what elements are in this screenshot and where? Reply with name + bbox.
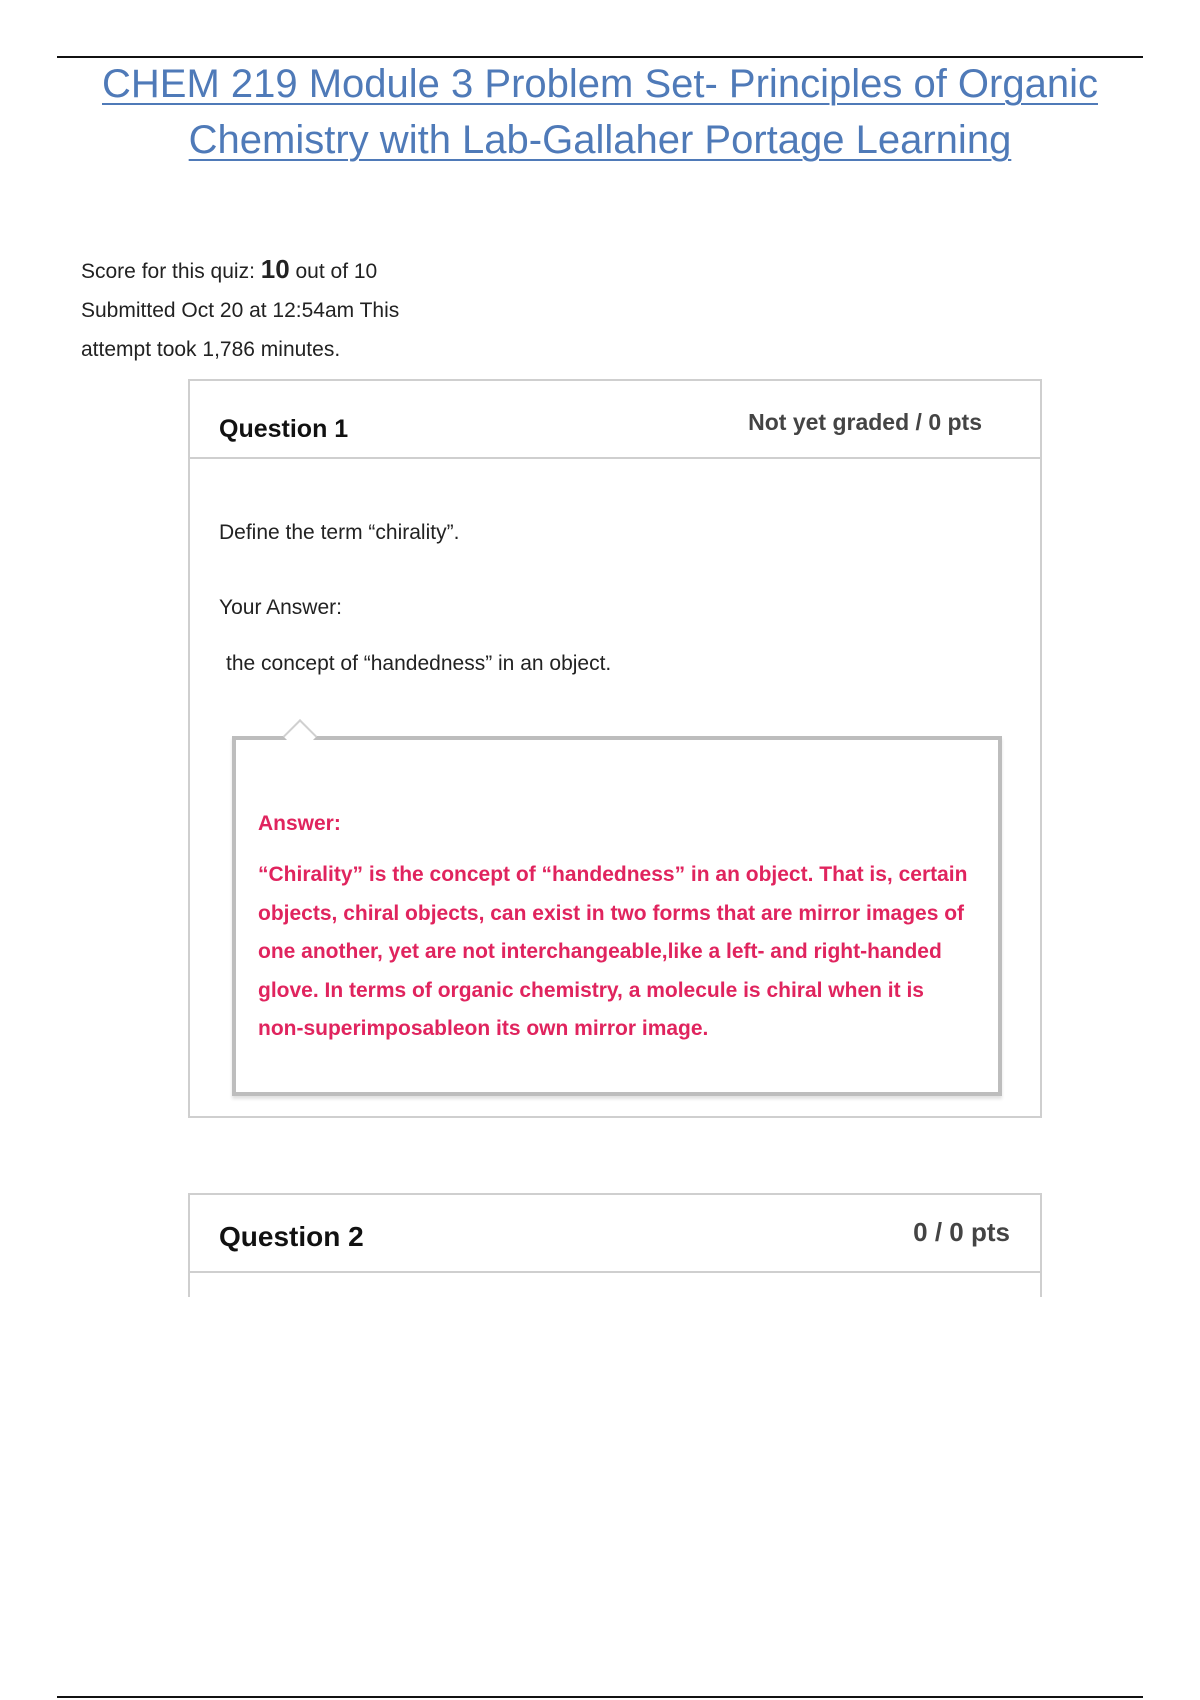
score-value: 10 bbox=[260, 254, 290, 284]
answer-line: glove. In terms of organic chemistry, a molecule is chiral when it is bbox=[258, 978, 924, 1002]
question-card-2 bbox=[188, 1193, 1042, 1297]
score-suffix: out of 10 bbox=[289, 260, 378, 283]
document-title-line-1[interactable]: CHEM 219 Module 3 Problem Set- Principles of Organic bbox=[102, 62, 1098, 106]
correct-answer-text bbox=[258, 856, 978, 1049]
document-title-link[interactable] bbox=[60, 56, 1140, 168]
question-title-1: Question 1 bbox=[219, 415, 349, 443]
your-answer-label: Your Answer: bbox=[219, 596, 342, 619]
correct-answer-box bbox=[232, 736, 1002, 1096]
question-header-1 bbox=[190, 381, 1040, 459]
question-card-1 bbox=[188, 379, 1042, 1118]
document-title-line-2[interactable]: Chemistry with Lab-Gallaher Portage Learning bbox=[188, 118, 1012, 162]
score-prefix: Score for this quiz: bbox=[81, 260, 261, 283]
answer-line: “Chirality” is the concept of “handedness” in an object. That is, certain bbox=[258, 863, 968, 886]
answer-line: non-superimposableon its own mirror image. bbox=[258, 1017, 709, 1040]
callout-caret bbox=[283, 719, 317, 753]
quiz-score bbox=[81, 250, 399, 291]
question-prompt-1: Define the term “chirality”. bbox=[219, 521, 460, 544]
attempt-line: attempt took 1,786 minutes. bbox=[81, 338, 341, 361]
correct-answer-label: Answer: bbox=[258, 812, 341, 835]
question-points-2: 0 / 0 pts bbox=[913, 1217, 1010, 1247]
your-answer-text: the concept of “handedness” in an object. bbox=[226, 652, 612, 675]
question-points-1: Not yet graded / 0 pts bbox=[748, 409, 982, 435]
quiz-meta bbox=[81, 250, 399, 369]
submitted-line: Submitted Oct 20 at 12:54am This bbox=[81, 299, 400, 322]
answer-line: objects, chiral objects, can exist in two forms that are mirror images of bbox=[258, 901, 965, 925]
question-header-2 bbox=[190, 1195, 1040, 1273]
answer-line: one another, yet are not interchangeable,like a left- and right-handed bbox=[258, 940, 942, 963]
bottom-rule bbox=[57, 1696, 1143, 1698]
question-title-2: Question 2 bbox=[219, 1221, 364, 1252]
